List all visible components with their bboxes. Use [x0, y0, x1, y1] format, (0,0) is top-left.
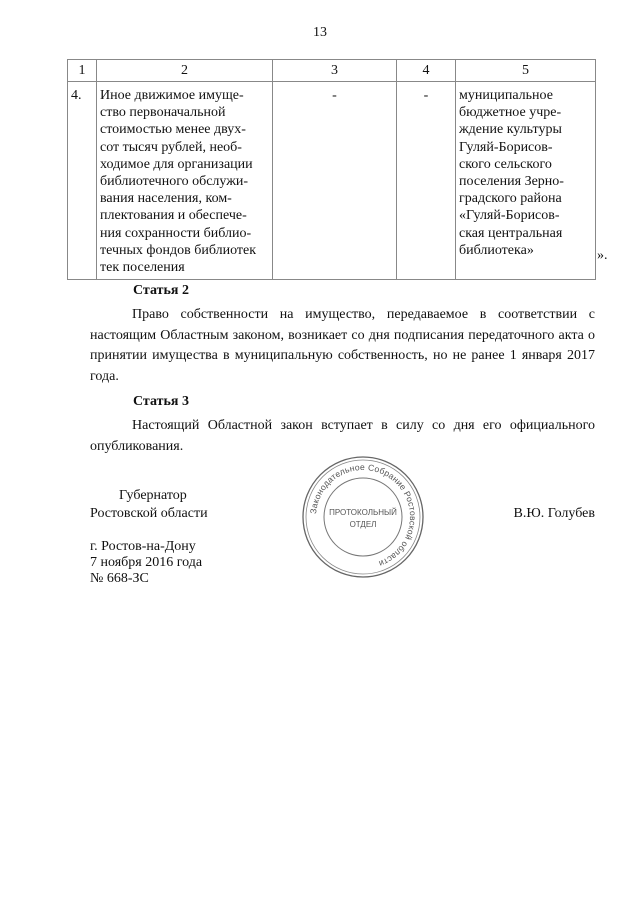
- stamp-ring-text: Законодательное Собрание Ростовской области: [308, 461, 419, 570]
- description-line: сот тысяч рублей, необ-: [100, 139, 242, 155]
- page-number: 13: [313, 25, 327, 40]
- description-line: ходимое для организации: [100, 156, 253, 172]
- holder-line: библиотека»: [459, 242, 534, 258]
- holder-line: муниципальное: [459, 88, 553, 103]
- description-line: течных фондов библиотек: [100, 242, 257, 258]
- description-line: ство первоначальной: [100, 105, 226, 121]
- holder-line: Гуляй-Борисов-: [459, 139, 553, 155]
- holder-line: ского сельского: [459, 156, 552, 172]
- property-description: [97, 82, 273, 280]
- official-stamp: [300, 455, 426, 579]
- signatory-title-line: Губернатор: [119, 488, 187, 503]
- table-header-row: [68, 60, 596, 82]
- holder-line: бюджетное учре-: [459, 105, 562, 121]
- col3-value: -: [273, 82, 397, 280]
- recipient-institution: [456, 82, 596, 280]
- law-number: № 668-ЗС: [90, 571, 149, 586]
- place-and-date: [90, 539, 202, 587]
- law-date: 7 ноября 2016 года: [90, 555, 203, 570]
- article-3-text: Настоящий Областной закон вступает в силу со дня его официального опубликования.: [90, 418, 595, 454]
- table-row: [68, 82, 596, 280]
- col4-value: -: [397, 82, 456, 280]
- description-line: ния сохранности библио-: [100, 225, 252, 241]
- article-2-heading: Статья 2: [133, 283, 189, 298]
- header-cell: 5: [456, 60, 596, 82]
- signatory-title: [90, 487, 208, 523]
- city: г. Ростов-на-Дону: [90, 539, 196, 554]
- signatory-name: В.Ю. Голубев: [513, 506, 595, 521]
- stamp-center-line: ПРОТОКОЛЬНЫЙ: [329, 508, 397, 517]
- holder-line: градского района: [459, 191, 562, 207]
- article-2-text: Право собственности на имущество, передаваемое в соответствии с настоящим Областным законом, возникает со дня подписания передаточного акта о принятии имущества в муниципальную собственность, но не ранее 1 января 2017 года.: [90, 307, 595, 384]
- description-line: библиотечного обслужи-: [100, 174, 249, 190]
- header-cell: 4: [397, 60, 456, 82]
- header-cell: 2: [97, 60, 273, 82]
- header-cell: 3: [273, 60, 397, 82]
- signatory-title-line: Ростовской области: [90, 506, 208, 521]
- description-line: стоимостью менее двух-: [100, 122, 246, 138]
- header-cell: 1: [68, 60, 97, 82]
- article-3-heading: Статья 3: [133, 394, 189, 409]
- property-table: [67, 59, 596, 280]
- description-line: тек поселения: [100, 260, 185, 276]
- row-number: 4.: [68, 82, 97, 280]
- holder-line: ждение культуры: [459, 122, 562, 138]
- holder-line: «Гуляй-Борисов-: [459, 208, 560, 224]
- holder-line: поселения Зерно-: [459, 174, 564, 190]
- stamp-center-line: ОТДЕЛ: [349, 520, 377, 529]
- description-line: вания населения, ком-: [100, 191, 232, 207]
- closing-quote-mark: ».: [597, 248, 608, 263]
- description-line: Иное движимое имуще-: [100, 88, 244, 103]
- description-line: плектования и обеспече-: [100, 208, 247, 224]
- holder-line: ская центральная: [459, 225, 563, 241]
